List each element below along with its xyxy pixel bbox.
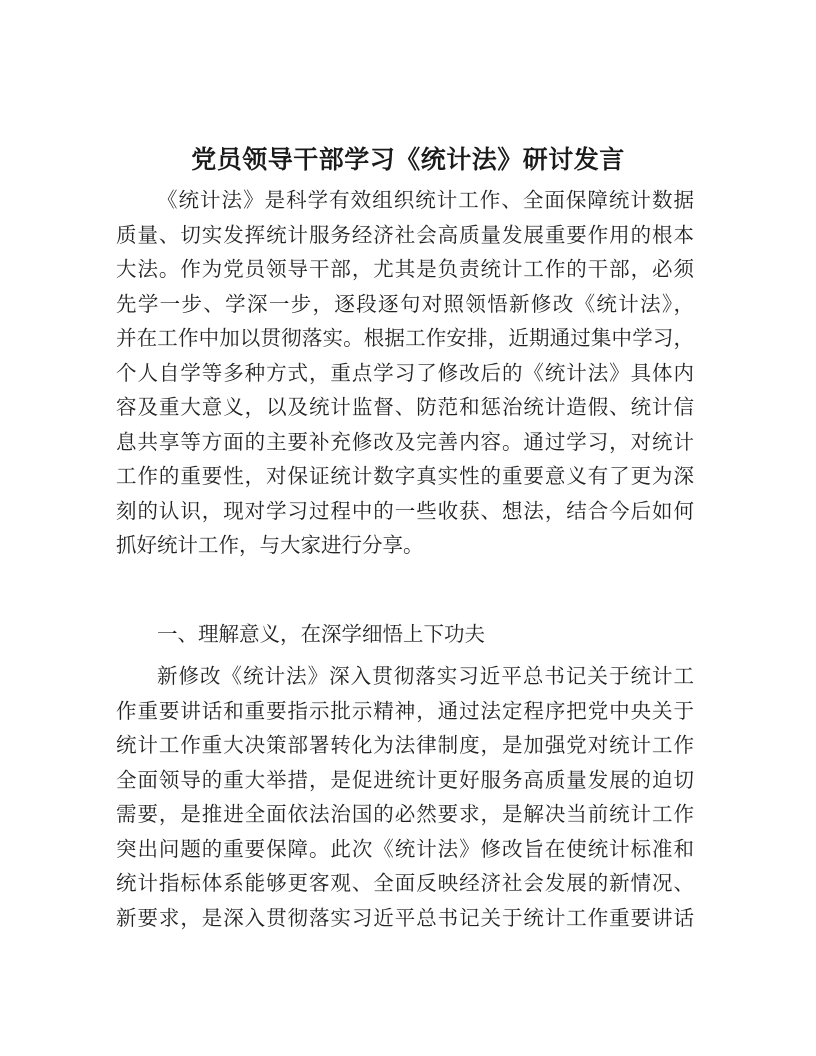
text-line: 先学一步、学深一步，逐段逐句对照领悟新修改《统计法》， bbox=[116, 291, 694, 316]
text-line: 统计工作重大决策部署转化为法律制度，是加强党对统计工作 bbox=[116, 733, 694, 757]
text-line: 作重要讲话和重要指示批示精神，通过法定程序把党中央关于 bbox=[116, 698, 694, 723]
text-line: 工作的重要性，对保证统计数字真实性的重要意义有了更为深 bbox=[116, 464, 694, 488]
text-line: 刻的认识，现对学习过程中的一些收获、想法，结合今后如何 bbox=[116, 498, 694, 523]
text-line: 新要求，是深入贯彻落实习近平总书记关于统计工作重要讲话 bbox=[116, 905, 694, 930]
text-line: 《统计法》是科学有效组织统计工作、全面保障统计数据 bbox=[157, 188, 694, 212]
document-title: 党员领导干部学习《统计法》研讨发言 bbox=[191, 145, 625, 174]
text-line: 统计指标体系能够更客观、全面反映经济社会发展的新情况、 bbox=[116, 871, 694, 895]
text-line: 并在工作中加以贯彻落实。根据工作安排，近期通过集中学习， bbox=[116, 326, 694, 350]
text-line: 突出问题的重要保障。此次《统计法》修改旨在使统计标准和 bbox=[116, 836, 694, 861]
paragraph-section1 bbox=[116, 659, 694, 935]
paragraph-intro bbox=[116, 183, 694, 563]
text-line: 息共享等方面的主要补充修改及完善内容。通过学习，对统计 bbox=[116, 429, 694, 454]
text-line: 个人自学等多种方式，重点学习了修改后的《统计法》具体内 bbox=[116, 360, 694, 385]
text-line: 抓好统计工作，与大家进行分享。 bbox=[116, 533, 424, 557]
text-line: 全面领导的重大举措，是促进统计更好服务高质量发展的迫切 bbox=[116, 767, 694, 792]
text-line: 需要，是推进全面依法治国的必然要求，是解决当前统计工作 bbox=[116, 802, 694, 826]
text-line: 质量、切实发挥统计服务经济社会高质量发展重要作用的根本 bbox=[116, 222, 694, 247]
text-line: 容及重大意义，以及统计监督、防范和惩治统计造假、统计信 bbox=[116, 395, 694, 419]
text-line: 新修改《统计法》深入贯彻落实习近平总书记关于统计工 bbox=[157, 664, 694, 688]
section-heading bbox=[116, 617, 694, 652]
section-heading-text: 一、理解意义，在深学细悟上下功夫 bbox=[157, 622, 485, 646]
text-line: 大法。作为党员领导干部，尤其是负责统计工作的干部，必须 bbox=[116, 257, 694, 281]
